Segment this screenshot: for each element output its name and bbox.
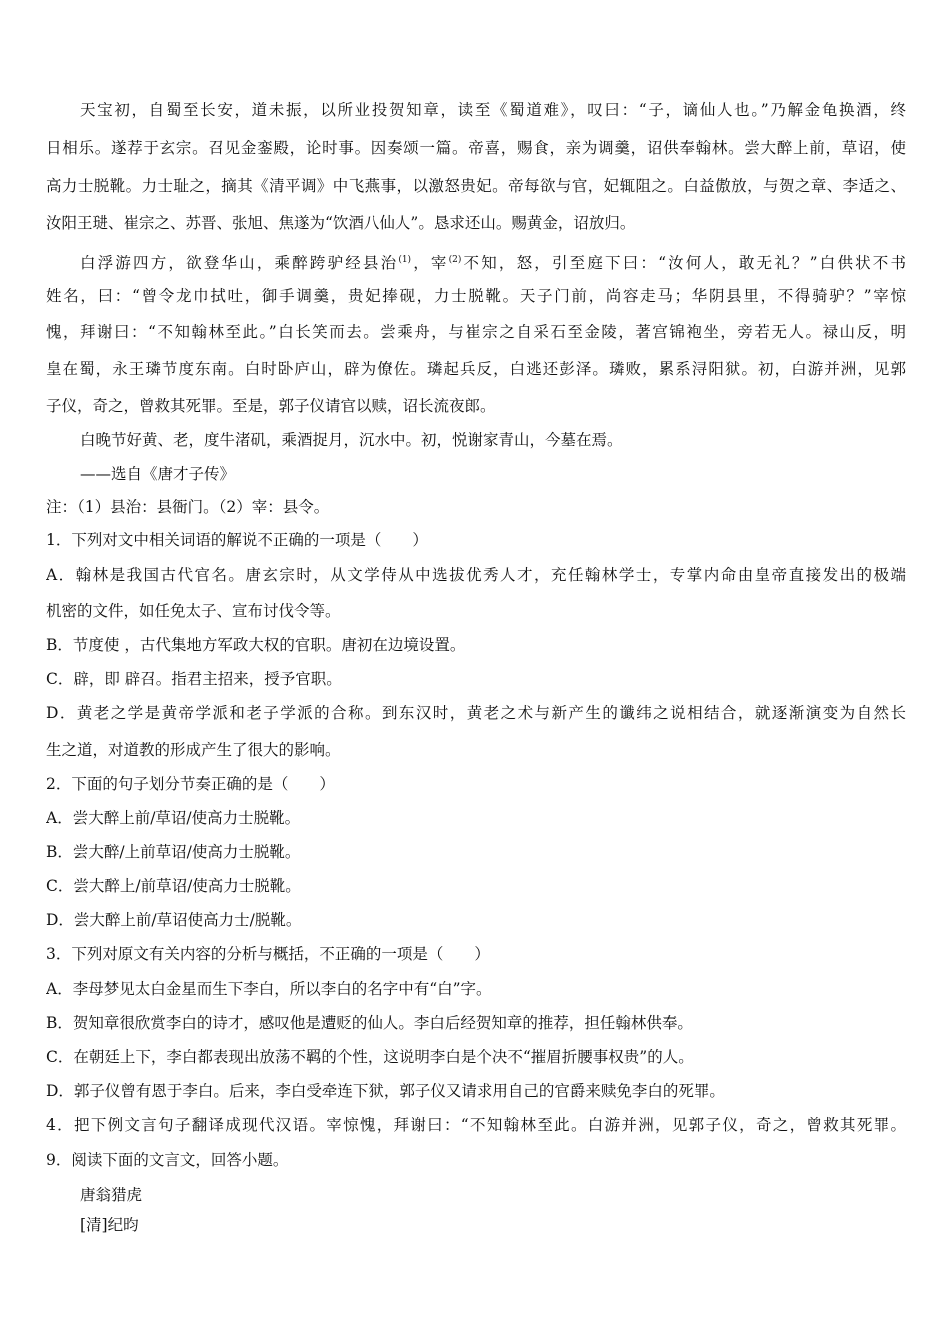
question-stem: 9．阅读下面的文言文，回答小题。 bbox=[46, 1151, 289, 1169]
question-stem: 2．下面的句子划分节奏正确的是（ ） bbox=[46, 775, 335, 793]
option-c: C．辟，即 辟召。指君主招来，授予官职。 bbox=[46, 670, 342, 688]
passage-line bbox=[80, 250, 906, 273]
question-stem: 3．下列对原文有关内容的分析与概括，不正确的一项是（ ） bbox=[46, 945, 490, 963]
option-a-cont: 机密的文件，如任免太子、宣布讨伐令等。 bbox=[46, 602, 341, 620]
passage-text: 白浮游四方，欲登华山，乘醉跨驴经县治 bbox=[80, 254, 399, 273]
option-a: A．翰林是我国古代官名。唐玄宗时，从文学侍从中选拔优秀人才，充任翰林学士，专掌内命由皇帝直接发出的极端 bbox=[46, 566, 906, 584]
passage-line: 高力士脱靴。力士耻之，摘其《清平调》中飞燕事，以激怒贵妃。帝每欲与官，妃辄阻之。白益傲放，与贺之章、李适之、 bbox=[46, 177, 906, 195]
passage-line: 白晚节好黄、老，度牛渚矶，乘酒捉月，沉水中。初，悦谢家青山，今墓在焉。 bbox=[80, 431, 623, 449]
option-a: A．李母梦见太白金星而生下李白，所以李白的名字中有“白”字。 bbox=[46, 980, 492, 998]
option-c: C．尝大醉上/前草诏/使高力士脱靴。 bbox=[46, 877, 301, 895]
passage-line: 子仪，奇之，曾救其死罪。至是，郭子仪请官以赎，诏长流夜郎。 bbox=[46, 397, 496, 415]
option-d: D．尝大醉上前/草诏使高力士/脱靴。 bbox=[46, 911, 302, 929]
question-stem: 4．把下例文言句子翻译成现代汉语。宰惊愧，拜谢曰：“不知翰林至此。白游并洲，见郭子仪，奇之，曾救其死罪。 bbox=[46, 1116, 906, 1134]
option-d: D．黄老之学是黄帝学派和老子学派的合称。到东汉时，黄老之术与新产生的谶纬之说相结合，就逐渐演变为自然长 bbox=[46, 704, 906, 722]
passage-line: 汝阳王琎、崔宗之、苏晋、张旭、焦遂为“饮酒八仙人”。恳求还山。赐黄金，诏放归。 bbox=[46, 214, 636, 232]
next-passage-author: [清]纪昀 bbox=[80, 1216, 139, 1234]
footnote-ref: (1) bbox=[398, 255, 412, 265]
footnotes: 注：（1）县治：县衙门。（2）宰：县令。 bbox=[46, 498, 330, 516]
source-line: ——选自《唐才子传》 bbox=[80, 465, 236, 483]
option-d-cont: 生之道，对道教的形成产生了很大的影响。 bbox=[46, 741, 341, 759]
passage-text: 不知，怒，引至庭下曰：“汝何人，敢无礼？”白供状不书 bbox=[461, 254, 906, 273]
option-b: B．贺知章很欣赏李白的诗才，感叹他是遭贬的仙人。李白后经贺知章的推荐，担任翰林供奉。 bbox=[46, 1014, 693, 1032]
option-b: B．尝大醉/上前草诏/使高力士脱靴。 bbox=[46, 843, 301, 861]
footnote-ref: (2) bbox=[448, 255, 462, 265]
passage-line: 日相乐。遂荐于玄宗。召见金銮殿，论时事。因奏颂一篇。帝喜，赐食，亲为调羹，诏供奉翰林。尝大醉上前，草诏，使 bbox=[46, 139, 906, 157]
passage-line: 姓名，曰：“曾令龙巾拭吐，御手调羹，贵妃捧砚，力士脱靴。天子门前，尚容走马；华阴县里，不得骑驴？”宰惊 bbox=[46, 287, 906, 305]
passage-text: ，宰 bbox=[411, 254, 449, 273]
option-c: C．在朝廷上下，李白都表现出放荡不羁的个性，这说明李白是个决不“摧眉折腰事权贵”的人。 bbox=[46, 1048, 694, 1066]
next-passage-title: 唐翁猎虎 bbox=[80, 1186, 143, 1204]
option-a: A．尝大醉上前/草诏/使高力士脱靴。 bbox=[46, 809, 301, 827]
option-d: D．郭子仪曾有恩于李白。后来，李白受牵连下狱，郭子仪又请求用自己的官爵来赎免李白的死罪。 bbox=[46, 1082, 725, 1100]
passage-line: 天宝初，自蜀至长安，道未振，以所业投贺知章，读至《蜀道难》，叹曰：“子，谪仙人也。”乃解金龟换酒，终 bbox=[80, 101, 906, 119]
option-b: B．节度使 ，古代集地方军政大权的官职。唐初在边境设置。 bbox=[46, 636, 466, 654]
question-stem: 1．下列对文中相关词语的解说不正确的一项是（ ） bbox=[46, 531, 428, 549]
passage-line: 愧，拜谢曰：“不知翰林至此。”白长笑而去。尝乘舟，与崔宗之自采石至金陵，著宫锦袍坐，旁若无人。禄山反，明 bbox=[46, 323, 906, 341]
passage-line: 皇在蜀，永王璘节度东南。白时卧庐山，辟为僚佐。璘起兵反，白逃还彭泽。璘败，累系浔阳狱。初，白游并洲，见郭 bbox=[46, 360, 906, 378]
